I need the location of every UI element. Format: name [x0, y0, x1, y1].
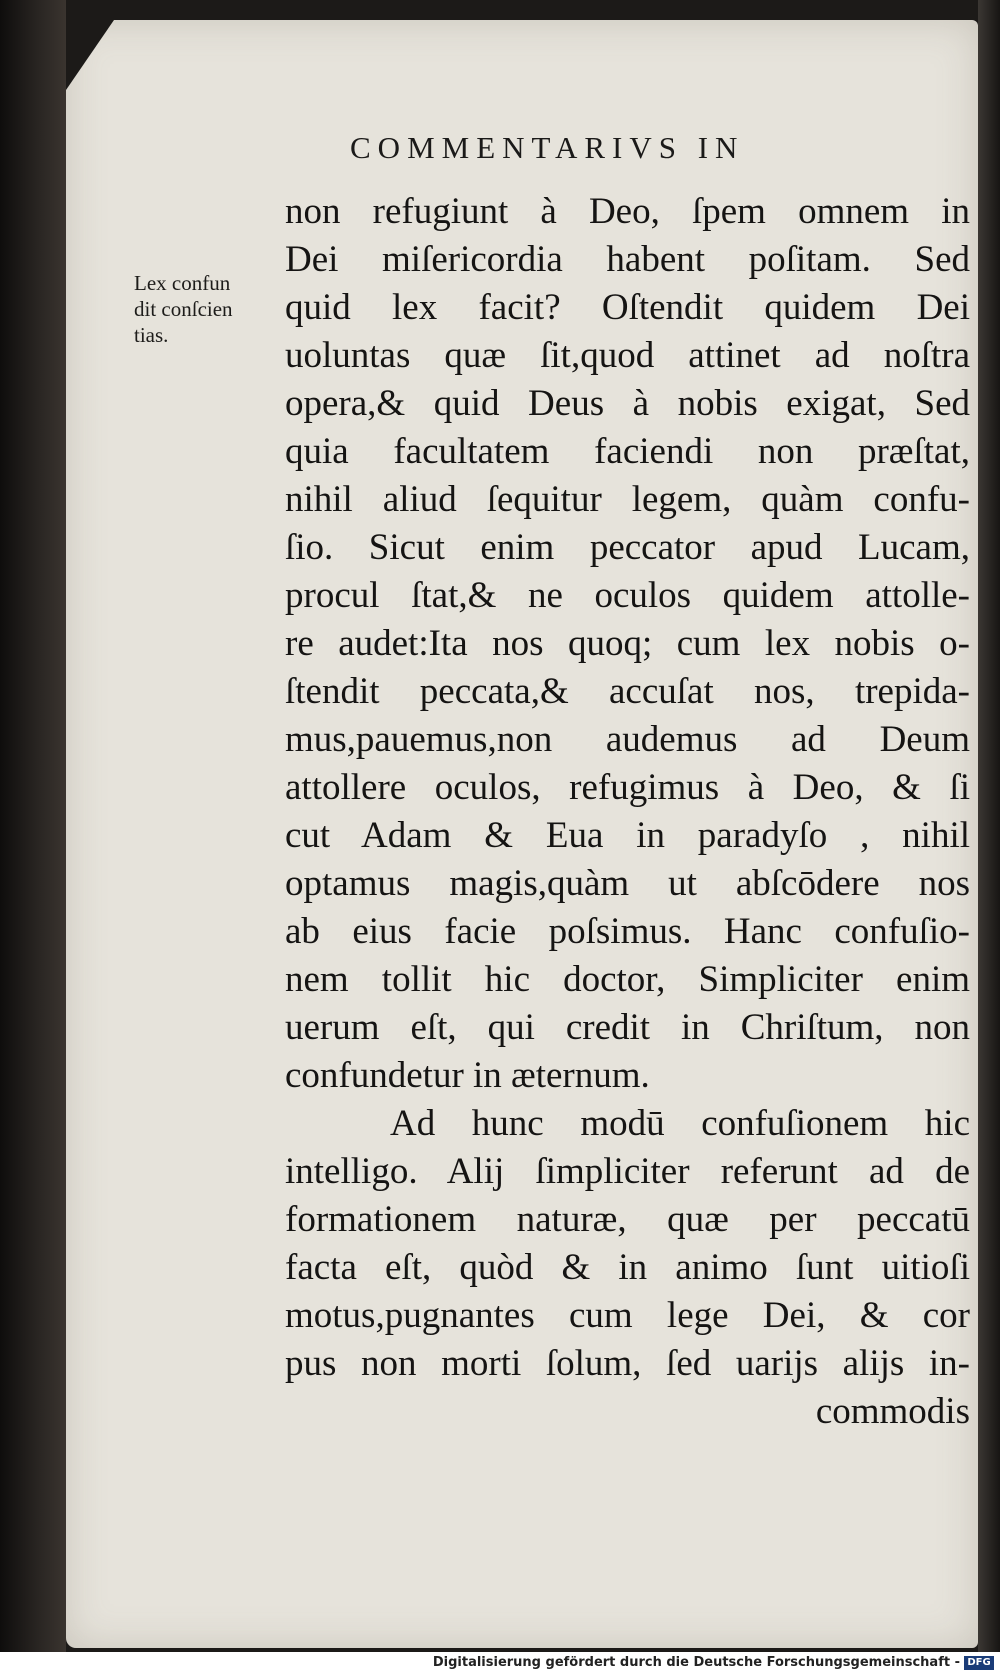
book-binding: [0, 0, 66, 1652]
margin-note-line: tias.: [134, 323, 169, 347]
text-line: confundetur in æternum.: [285, 1055, 650, 1096]
text-line: cut Adam & Eua in paradyſo , nihil: [285, 815, 970, 856]
text-line: ſtendit peccata,& accuſat nos, trepida-: [285, 671, 970, 712]
book-edge: [978, 0, 1000, 1652]
text-line: intelligo. Alij ſimpliciter referunt ad de: [285, 1151, 970, 1192]
text-line: pus non morti ſolum, ſed uarijs alijs in-: [285, 1343, 970, 1384]
text-line: attollere oculos, refugimus à Deo, & ſi: [285, 767, 970, 808]
text-line: mus,pauemus,non audemus ad Deum: [285, 719, 970, 760]
text-line: re audet:Ita nos quoq; cum lex nobis o-: [285, 623, 970, 664]
text-line: optamus magis,quàm ut abſcōdere nos: [285, 863, 970, 904]
digitization-footer: [0, 1652, 1000, 1675]
margin-note-line: Lex confun: [134, 271, 231, 295]
text-line: procul ſtat,& ne oculos quidem attolle-: [285, 575, 970, 616]
text-line: motus,pugnantes cum lege Dei, & cor: [285, 1295, 970, 1336]
footer-credit: Digitalisierung gefördert durch die Deutsche Forschungsgemeinschaft -: [432, 1655, 960, 1670]
text-line: ſio. Sicut enim peccator apud Lucam,: [285, 527, 970, 568]
text-line: quia facultatem faciendi non præſtat,: [285, 431, 970, 472]
text-line: uerum eſt, qui credit in Chriſtum, non: [285, 1007, 970, 1048]
main-text-block: [285, 188, 970, 1436]
text-line: opera,& quid Deus à nobis exigat, Sed: [285, 383, 970, 424]
margin-note: [134, 270, 279, 348]
text-line: uoluntas quæ ſit,quod attinet ad noſtra: [285, 335, 970, 376]
paragraph-start-line: Ad hunc modū confuſionem hic: [390, 1103, 970, 1144]
text-line: nihil aliud ſequitur legem, quàm confu-: [285, 479, 970, 520]
text-line: Dei miſericordia habent poſitam. Sed: [285, 239, 970, 280]
dfg-logo: DFG: [964, 1656, 994, 1670]
text-line: non refugiunt à Deo, ſpem omnem in: [285, 191, 970, 232]
text-line: formationem naturæ, quæ per peccatū: [285, 1199, 970, 1240]
text-line: ab eius facie poſsimus. Hanc confuſio-: [285, 911, 970, 952]
catchword: commodis: [815, 1391, 970, 1432]
text-line: quid lex facit? Oſtendit quidem Dei: [285, 287, 970, 328]
text-line: facta eſt, quòd & in animo ſunt uitioſi: [285, 1247, 970, 1288]
running-head: COMMENTARIVS IN: [350, 130, 745, 165]
margin-note-line: dit conſcien: [134, 297, 233, 321]
text-line: nem tollit hic doctor, Simpliciter enim: [285, 959, 970, 1000]
